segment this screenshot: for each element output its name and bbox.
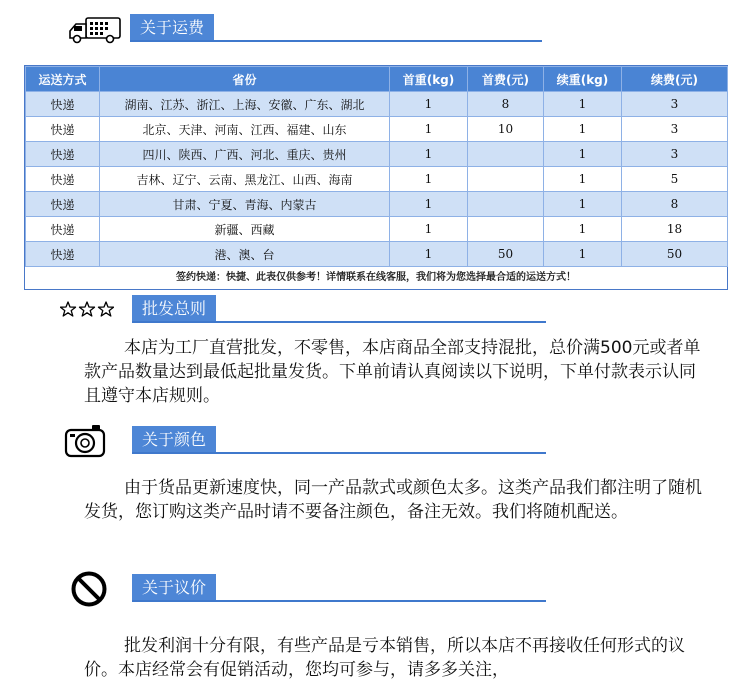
- shipping-title: 关于运费: [130, 14, 214, 42]
- table-cell: [468, 192, 544, 217]
- table-row: [26, 192, 728, 217]
- bargain-title: 关于议价: [132, 574, 216, 602]
- table-cell: 50: [468, 242, 544, 267]
- table-cell: 1: [390, 217, 468, 242]
- color-paragraph: 由于货品更新速度快，同一产品款式或颜色太多。这类产品我们都注明了随机发货，您订购这类产品时请不要备注颜色，备注无效。我们将随机配送。: [84, 478, 702, 522]
- table-cell: [468, 142, 544, 167]
- wholesale-title: 批发总则: [132, 295, 216, 323]
- table-cell: 1: [544, 242, 622, 267]
- table-cell: 四川、陕西、广西、河北、重庆、贵州: [100, 142, 390, 167]
- table-cell: 快递: [26, 192, 100, 217]
- table-cell: 1: [544, 92, 622, 117]
- table-cell: 快递: [26, 242, 100, 267]
- wholesale-section-header: [0, 295, 750, 323]
- bargain-section-header: [0, 574, 750, 602]
- table-row: [26, 167, 728, 192]
- truck-icon: [64, 14, 122, 48]
- three-stars-icon: [60, 301, 114, 321]
- shipping-table: [24, 65, 728, 290]
- table-cell: 8: [468, 92, 544, 117]
- column-header: 首重(kg): [390, 67, 468, 92]
- table-row: [26, 142, 728, 167]
- shipping-table-header: [26, 67, 728, 92]
- table-cell: 快递: [26, 117, 100, 142]
- table-cell: 1: [544, 192, 622, 217]
- table-row: [26, 92, 728, 117]
- table-cell: 吉林、辽宁、云南、黑龙江、山西、海南: [100, 167, 390, 192]
- table-cell: 1: [390, 142, 468, 167]
- table-cell: 甘肃、宁夏、青海、内蒙古: [100, 192, 390, 217]
- table-cell: [468, 217, 544, 242]
- wholesale-paragraph: 本店为工厂直营批发，不零售，本店商品全部支持混批，总价满500元或者单款产品数量达到最低起批量发货。下单前请认真阅读以下说明，下单付款表示认同且遵守本店规则。: [84, 338, 701, 406]
- table-cell: 北京、天津、河南、江西、福建、山东: [100, 117, 390, 142]
- bargain-paragraph: 批发利润十分有限，有些产品是亏本销售，所以本店不再接收任何形式的议价。本店经常会有促销活动，您均可参与，请多多关注，: [84, 636, 685, 680]
- table-cell: 湖南、江苏、浙江、上海、安徽、广东、湖北: [100, 92, 390, 117]
- color-title-rule: [132, 452, 546, 454]
- table-cell: 8: [622, 192, 728, 217]
- table-cell: 港、澳、台: [100, 242, 390, 267]
- camera-icon: [64, 422, 108, 464]
- table-cell: 3: [622, 92, 728, 117]
- table-cell: 1: [390, 192, 468, 217]
- bargain-text: [84, 634, 704, 682]
- table-cell: 3: [622, 117, 728, 142]
- table-cell: 快递: [26, 167, 100, 192]
- table-row: [26, 242, 728, 267]
- table-cell: 1: [390, 92, 468, 117]
- table-cell: 1: [544, 217, 622, 242]
- column-header: 首费(元): [468, 67, 544, 92]
- wholesale-title-rule: [132, 321, 546, 323]
- table-cell: 1: [544, 117, 622, 142]
- shipping-title-rule: [130, 40, 542, 42]
- color-text: [84, 476, 704, 524]
- table-cell: 50: [622, 242, 728, 267]
- table-cell: 1: [390, 167, 468, 192]
- column-header: 续费(元): [622, 67, 728, 92]
- table-cell: 18: [622, 217, 728, 242]
- wholesale-text: [84, 336, 704, 408]
- color-section-header: [0, 426, 750, 454]
- bargain-title-rule: [132, 600, 546, 602]
- shipping-note: 签约快递：快捷、此表仅供参考！详情联系在线客服，我们将为您选择最合适的运送方式！: [176, 272, 576, 283]
- table-cell: 快递: [26, 92, 100, 117]
- column-header: 省份: [100, 67, 390, 92]
- table-cell: 5: [622, 167, 728, 192]
- prohibited-icon: [70, 570, 108, 612]
- table-cell: 10: [468, 117, 544, 142]
- table-cell: 1: [544, 167, 622, 192]
- column-header: 续重(kg): [544, 67, 622, 92]
- color-title: 关于颜色: [132, 426, 216, 454]
- table-cell: 快递: [26, 142, 100, 167]
- table-row: [26, 217, 728, 242]
- table-cell: [468, 167, 544, 192]
- column-header: 运送方式: [26, 67, 100, 92]
- table-cell: 1: [390, 242, 468, 267]
- table-cell: 1: [544, 142, 622, 167]
- shipping-section-header: [0, 14, 750, 42]
- table-cell: 新疆、西藏: [100, 217, 390, 242]
- table-cell: 快递: [26, 217, 100, 242]
- table-row: [26, 117, 728, 142]
- table-cell: 3: [622, 142, 728, 167]
- table-cell: 1: [390, 117, 468, 142]
